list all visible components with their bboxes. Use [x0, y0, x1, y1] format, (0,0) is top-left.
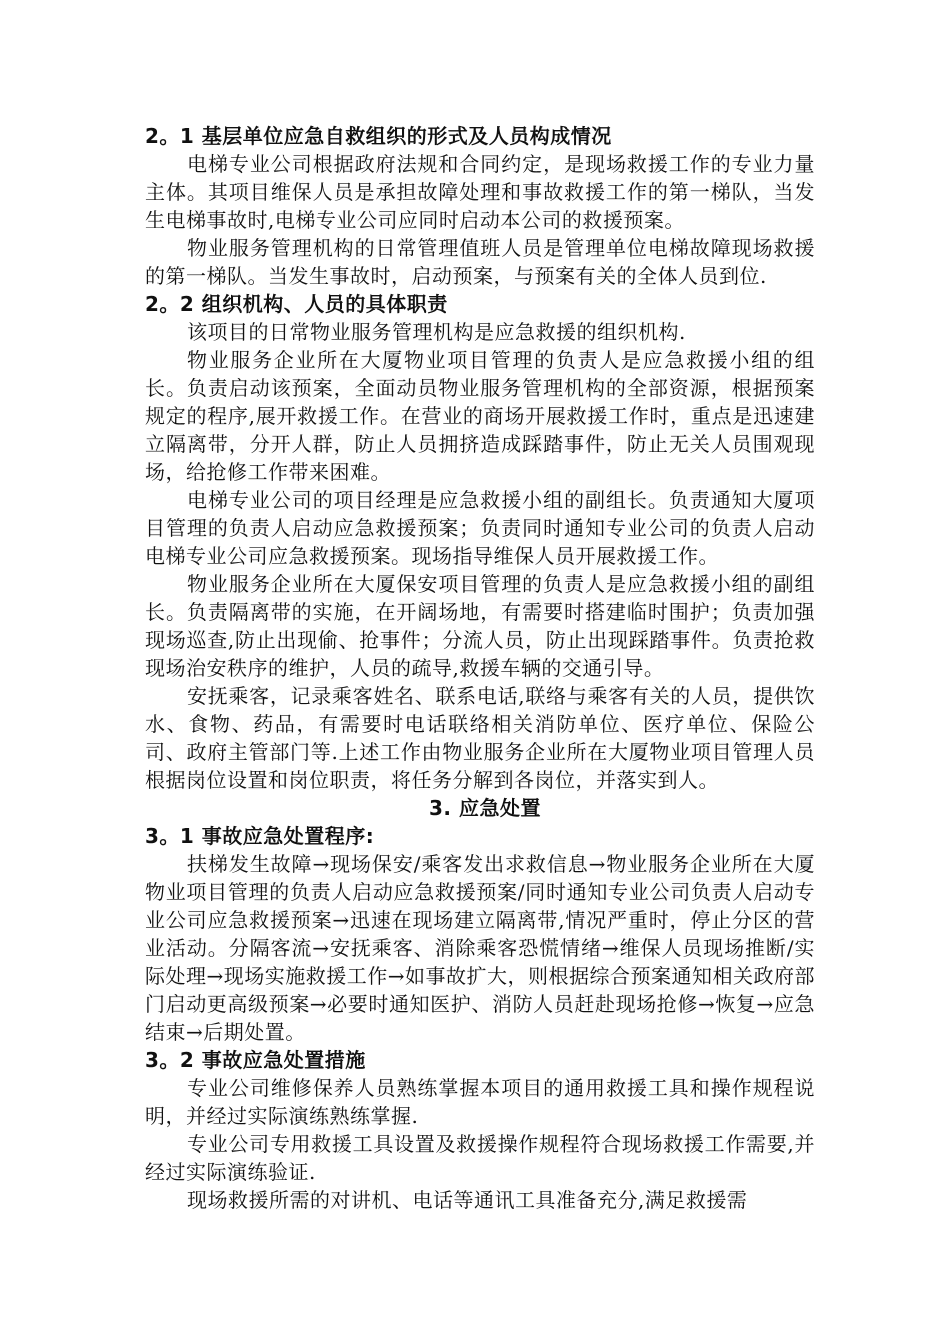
section-heading-2-2: 2。2 组织机构、人员的具体职责	[145, 292, 448, 316]
paragraph: 现场救援所需的对讲机、电话等通讯工具准备充分,满足救援需	[187, 1188, 748, 1212]
document-body	[145, 122, 815, 1214]
section-heading-3-2: 3。2 事故应急处置措施	[145, 1048, 366, 1072]
paragraph: 物业服务企业所在大厦保安项目管理的负责人是应急救援小组的副组长。负责隔离带的实施，在开阔场地，有需要时搭建临时围护；负责加强现场巡查,防止出现偷、抢事件；分流人员，防止出现踩踏事件。负责抢救现场治安秩序的维护，人员的疏导,救援车辆的交通引导。	[145, 572, 815, 680]
chapter-heading-3: 3. 应急处置	[429, 796, 541, 820]
paragraph: 专业公司维修保养人员熟练掌握本项目的通用救援工具和操作规程说明，并经过实际演练熟练掌握.	[145, 1076, 815, 1128]
paragraph: 专业公司专用救援工具设置及救援操作规程符合现场救援工作需要,并经过实际演练验证.	[145, 1132, 815, 1184]
paragraph: 物业服务管理机构的日常管理值班人员是管理单位电梯故障现场救援的第一梯队。当发生事故时，启动预案，与预案有关的全体人员到位.	[145, 236, 815, 288]
section-heading-3-1: 3。1 事故应急处置程序:	[145, 824, 375, 848]
paragraph: 电梯专业公司根据政府法规和合同约定，是现场救援工作的专业力量主体。其项目维保人员是承担故障处理和事故救援工作的第一梯队，当发生电梯事故时,电梯专业公司应同时启动本公司的救援预案。	[145, 152, 815, 232]
section-heading-2-1: 2。1 基层单位应急自救组织的形式及人员构成情况	[145, 124, 612, 148]
paragraph: 安抚乘客，记录乘客姓名、联系电话,联络与乘客有关的人员，提供饮水、食物、药品，有需要时电话联络相关消防单位、医疗单位、保险公司、政府主管部门等.上述工作由物业服务企业所在大厦物业项目管理人员根据岗位设置和岗位职责，将任务分解到各岗位，并落实到人。	[145, 684, 815, 792]
paragraph: 扶梯发生故障→现场保安/乘客发出求救信息→物业服务企业所在大厦物业项目管理的负责人启动应急救援预案/同时通知专业公司负责人启动专业公司应急救援预案→迅速在现场建立隔离带,情况严重时，停止分区的营业活动。分隔客流→安抚乘客、消除乘客恐慌情绪→维保人员现场推断/实际处理→现场实施救援工作→如事故扩大，则根据综合预案通知相关政府部门启动更高级预案→必要时通知医护、消防人员赶赴现场抢修→恢复→应急结束→后期处置。	[145, 852, 816, 1044]
paragraph: 该项目的日常物业服务管理机构是应急救援的组织机构.	[187, 320, 686, 344]
paragraph: 物业服务企业所在大厦物业项目管理的负责人是应急救援小组的组长。负责启动该预案，全面动员物业服务管理机构的全部资源，根据预案规定的程序,展开救援工作。在营业的商场开展救援工作时，重点是迅速建立隔离带，分开人群，防止人员拥挤造成踩踏事件，防止无关人员围观现场，给抢修工作带来困难。	[145, 348, 815, 484]
paragraph: 电梯专业公司的项目经理是应急救援小组的副组长。负责通知大厦项目管理的负责人启动应急救援预案；负责同时通知专业公司的负责人启动电梯专业公司应急救援预案。现场指导维保人员开展救援工作。	[145, 488, 815, 568]
